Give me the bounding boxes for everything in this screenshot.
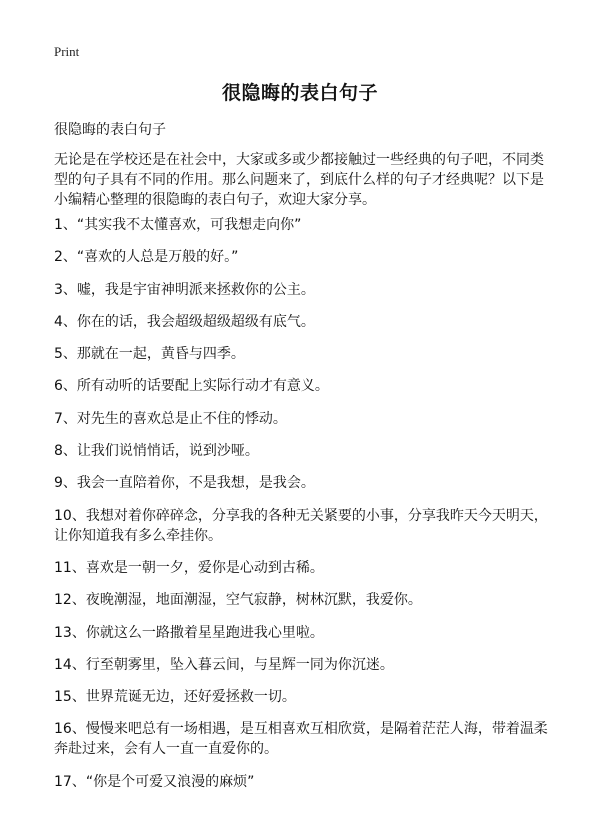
sentence-list xyxy=(54,215,554,804)
list-item: 12、夜晚潮湿，地面潮湿，空气寂静，树林沉默，我爱你。 xyxy=(54,592,422,609)
print-link[interactable]: Print xyxy=(54,44,80,59)
list-item: 8、让我们说悄悄话，说到沙哑。 xyxy=(54,443,259,460)
article-subtitle: 很隐晦的表白句子 xyxy=(54,122,166,138)
list-item: 4、你在的话，我会超级超级超级有底气。 xyxy=(54,313,315,330)
page-title: 很隐晦的表白句子 xyxy=(221,82,378,104)
list-item: 10、我想对着你碎碎念，分享我的各种无关紧要的小事，分享我昨天今天明天，让你知道我有多么牵挂你。 xyxy=(54,507,548,544)
list-item: 11、喜欢是一朝一夕，爱你是心动到古稀。 xyxy=(54,559,324,576)
list-item: 16、慢慢来吧总有一场相遇，是互相喜欢互相欣赏，是隔着茫茫人海，带着温柔奔赴过来，会有人一直一直爱你的。 xyxy=(54,721,548,758)
list-item: 6、所有动听的话要配上实际行动才有意义。 xyxy=(54,378,329,395)
list-item: 14、行至朝雾里，坠入暮云间，与星辉一同为你沉迷。 xyxy=(54,656,394,673)
list-item: 2、“喜欢的人总是万般的好。” xyxy=(54,249,239,266)
list-item: 7、对先生的喜欢总是止不住的悸动。 xyxy=(54,410,287,427)
list-item: 13、你就这么一路撒着星星跑进我心里啦。 xyxy=(54,624,324,641)
list-item: 17、“你是个可爱又浪漫的麻烦” xyxy=(54,773,255,790)
list-item: 9、我会一直陪着你，不是我想，是我会。 xyxy=(54,475,315,492)
list-item: 3、嘘，我是宇宙神明派来拯救你的公主。 xyxy=(54,281,315,298)
intro-paragraph: 无论是在学校还是在社会中，大家或多或少都接触过一些经典的句子吧，不同类型的句子具有不同的作用。那么问题来了，到底什么样的句子才经典呢？以下是小编精心整理的很隐晦的表白句子，欢迎大家分享。 xyxy=(54,152,544,208)
list-item: 5、那就在一起，黄昏与四季。 xyxy=(54,346,245,363)
list-item: 1、“其实我不太懂喜欢，可我想走向你” xyxy=(54,217,302,233)
list-item: 15、世界荒诞无边，还好爱拯救一切。 xyxy=(54,689,296,706)
